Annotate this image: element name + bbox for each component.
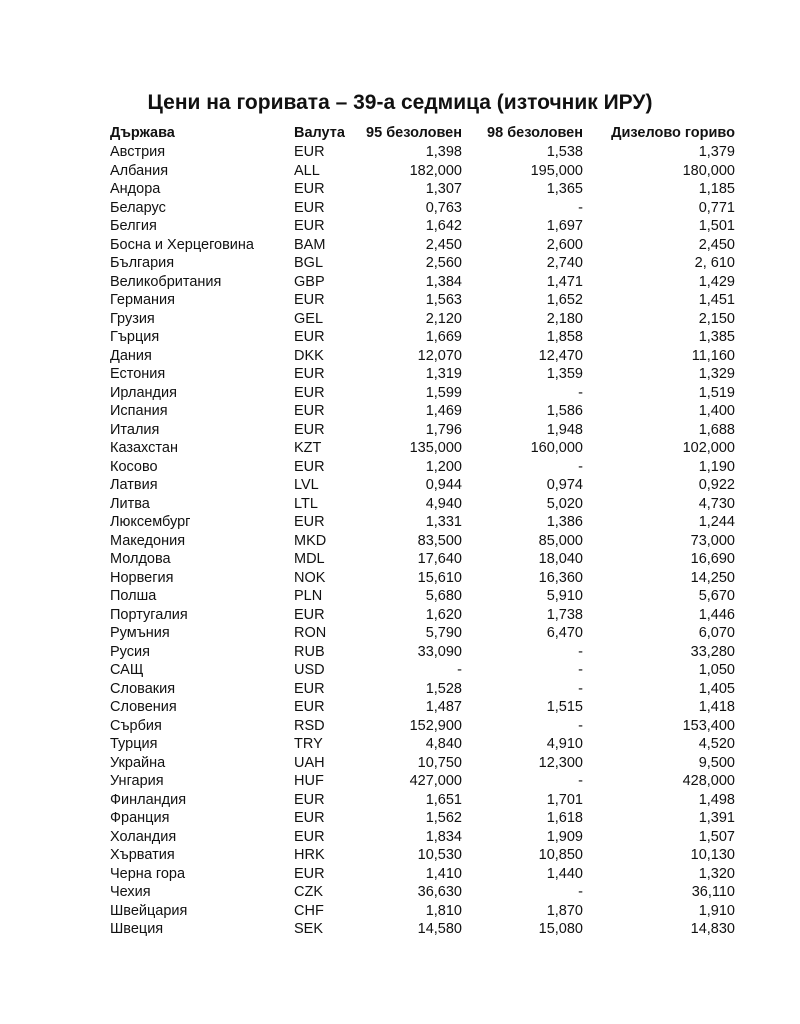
cell-diesel: 2,450	[698, 236, 735, 253]
cell-currency: EUR	[294, 810, 325, 826]
cell-currency: EUR	[294, 791, 325, 808]
table-row	[110, 661, 735, 680]
table-row	[110, 532, 735, 551]
table-row	[110, 458, 735, 477]
cell-98-unleaded: -	[578, 643, 583, 660]
cell-95-unleaded: 1,319	[425, 366, 462, 382]
cell-country: Косово	[110, 458, 158, 475]
cell-95-unleaded: 1,796	[425, 421, 462, 438]
cell-98-unleaded: 160,000	[530, 440, 583, 456]
cell-98-unleaded: -	[578, 773, 583, 789]
cell-currency: EUR	[294, 329, 325, 345]
cell-98-unleaded: 1,440	[546, 865, 583, 882]
cell-diesel: 180,000	[682, 162, 735, 179]
cell-currency: RSD	[294, 717, 325, 734]
cell-98-unleaded: 6,470	[546, 625, 583, 641]
cell-diesel: 1,329	[698, 366, 735, 382]
cell-98-unleaded: 1,471	[546, 273, 583, 290]
cell-98-unleaded: 1,697	[546, 218, 583, 234]
cell-95-unleaded: 135,000	[409, 440, 462, 456]
cell-diesel: 36,110	[691, 884, 735, 900]
cell-98-unleaded: -	[578, 199, 583, 216]
table-row	[110, 643, 735, 662]
cell-95-unleaded: 1,384	[425, 273, 462, 290]
table-row	[110, 717, 735, 736]
table-row	[110, 920, 735, 939]
cell-currency: CHF	[294, 902, 324, 919]
cell-95-unleaded: 15,610	[417, 569, 462, 586]
cell-country: Словения	[110, 699, 177, 715]
cell-95-unleaded: 33,090	[417, 643, 462, 660]
cell-98-unleaded: 4,910	[546, 736, 583, 752]
cell-country: Испания	[110, 403, 168, 419]
cell-95-unleaded: 1,200	[425, 458, 462, 475]
cell-95-unleaded: 1,469	[425, 403, 462, 419]
cell-currency: LVL	[294, 477, 319, 493]
cell-country: Белгия	[110, 218, 157, 234]
cell-currency: HUF	[294, 773, 324, 789]
cell-country: Швейцария	[110, 902, 188, 919]
cell-95-unleaded: 1,810	[425, 902, 462, 919]
cell-currency: HRK	[294, 847, 325, 863]
cell-95-unleaded: 427,000	[409, 773, 462, 789]
cell-98-unleaded: 1,386	[546, 514, 583, 530]
table-row	[110, 162, 735, 181]
cell-95-unleaded: 1,487	[425, 699, 462, 715]
table-row	[110, 680, 735, 699]
table-row	[110, 828, 735, 847]
table-row	[110, 365, 735, 384]
table-row	[110, 402, 735, 421]
cell-currency: PLN	[294, 588, 323, 604]
cell-country: Русия	[110, 643, 150, 660]
table-row	[110, 199, 735, 218]
cell-95-unleaded: 1,620	[425, 606, 462, 623]
table-row	[110, 347, 735, 366]
cell-country: Украйна	[110, 754, 166, 771]
cell-95-unleaded: 36,630	[417, 884, 462, 900]
cell-currency: SEK	[294, 921, 324, 937]
cell-98-unleaded: -	[578, 884, 583, 900]
cell-diesel: 1,185	[698, 181, 735, 197]
cell-currency: EUR	[294, 199, 325, 216]
cell-currency: EUR	[294, 366, 325, 382]
header-diesel: Дизелово гориво	[611, 125, 735, 141]
table-row	[110, 809, 735, 828]
cell-country: Унгария	[110, 773, 164, 789]
cell-diesel: 33,280	[690, 643, 735, 660]
table-header-row	[110, 123, 735, 143]
cell-currency: EUR	[294, 384, 325, 401]
table-row	[110, 883, 735, 902]
table-row	[110, 439, 735, 458]
cell-country: Румъния	[110, 625, 170, 641]
cell-country: Литва	[110, 495, 150, 512]
cell-98-unleaded: 18,040	[538, 551, 583, 567]
table-row	[110, 902, 735, 921]
cell-country: Естония	[110, 366, 166, 382]
cell-currency: EUR	[294, 865, 325, 882]
cell-diesel: 1,910	[698, 902, 735, 919]
cell-98-unleaded: 1,870	[546, 902, 583, 919]
cell-country: Латвия	[110, 477, 158, 493]
cell-diesel: 4,520	[698, 736, 735, 752]
cell-98-unleaded: 1,652	[546, 292, 583, 308]
cell-country: Люксембург	[110, 514, 191, 530]
cell-95-unleaded: 1,669	[425, 329, 462, 345]
cell-98-unleaded: 1,359	[546, 366, 583, 382]
cell-diesel: 14,250	[690, 569, 735, 586]
cell-diesel: 0,922	[698, 477, 735, 493]
cell-country: Турция	[110, 736, 158, 752]
cell-diesel: 1,507	[698, 828, 735, 845]
cell-98-unleaded: 10,850	[538, 847, 583, 863]
cell-currency: EUR	[294, 514, 325, 530]
cell-diesel: 73,000	[690, 532, 735, 549]
cell-country: Франция	[110, 810, 170, 826]
cell-country: Гърция	[110, 329, 160, 345]
cell-98-unleaded: 0,974	[546, 477, 583, 493]
table-row	[110, 513, 735, 532]
cell-country: Полша	[110, 588, 157, 604]
cell-98-unleaded: -	[578, 458, 583, 475]
table-row	[110, 698, 735, 717]
cell-diesel: 1,451	[698, 292, 735, 308]
cell-diesel: 11,160	[691, 347, 735, 364]
cell-diesel: 1,501	[698, 218, 735, 234]
table-row	[110, 421, 735, 440]
cell-diesel: 5,670	[698, 588, 735, 604]
cell-95-unleaded: 10,750	[417, 754, 462, 771]
cell-currency: MKD	[294, 532, 327, 549]
table-row	[110, 772, 735, 791]
cell-95-unleaded: 4,840	[425, 736, 462, 752]
cell-98-unleaded: 1,909	[546, 828, 583, 845]
cell-95-unleaded: 1,834	[425, 828, 462, 845]
cell-95-unleaded: 1,642	[425, 218, 462, 234]
cell-country: Сърбия	[110, 717, 162, 734]
cell-currency: TRY	[294, 736, 323, 752]
cell-98-unleaded: 12,300	[538, 754, 583, 771]
cell-98-unleaded: 5,020	[546, 495, 583, 512]
table-row	[110, 587, 735, 606]
cell-diesel: 1,385	[698, 329, 735, 345]
header-country: Държава	[110, 125, 175, 141]
cell-98-unleaded: 15,080	[538, 921, 583, 937]
cell-95-unleaded: 2,560	[425, 255, 462, 271]
cell-98-unleaded: 16,360	[538, 569, 583, 586]
cell-country: Казахстан	[110, 440, 178, 456]
cell-country: Португалия	[110, 606, 188, 623]
cell-98-unleaded: 5,910	[546, 588, 583, 604]
cell-country: Австрия	[110, 144, 166, 160]
cell-country: Холандия	[110, 828, 177, 845]
cell-currency: UAH	[294, 754, 325, 771]
table-row	[110, 550, 735, 569]
cell-diesel: 1,446	[698, 606, 735, 623]
cell-currency: EUR	[294, 421, 325, 438]
cell-98-unleaded: 1,858	[546, 329, 583, 345]
cell-currency: KZT	[294, 440, 322, 456]
cell-95-unleaded: 10,530	[417, 847, 462, 863]
table-row	[110, 310, 735, 329]
cell-country: Беларус	[110, 199, 166, 216]
cell-95-unleaded: 0,944	[425, 477, 462, 493]
cell-diesel: 1,688	[698, 421, 735, 438]
cell-currency: EUR	[294, 680, 325, 697]
cell-country: България	[110, 255, 175, 271]
cell-currency: EUR	[294, 699, 325, 715]
cell-95-unleaded: 5,680	[425, 588, 462, 604]
cell-country: Македония	[110, 532, 186, 549]
cell-98-unleaded: 1,701	[546, 791, 583, 808]
cell-95-unleaded: 2,450	[425, 236, 462, 253]
table-row	[110, 606, 735, 625]
cell-98-unleaded: 1,948	[546, 421, 583, 438]
cell-country: Черна гора	[110, 865, 186, 882]
cell-diesel: 9,500	[698, 754, 735, 771]
cell-diesel: 1,391	[698, 810, 735, 826]
cell-95-unleaded: 83,500	[417, 532, 462, 549]
cell-country: Грузия	[110, 310, 155, 327]
cell-diesel: 0,771	[698, 199, 735, 216]
cell-country: Германия	[110, 292, 176, 308]
cell-currency: EUR	[294, 181, 325, 197]
cell-98-unleaded: 2,600	[546, 236, 583, 253]
cell-currency: EUR	[294, 292, 325, 308]
header-95-unleaded: 95 безоловен	[366, 125, 462, 141]
table-row	[110, 791, 735, 810]
cell-country: САЩ	[110, 662, 144, 678]
table-body	[110, 143, 735, 939]
cell-country: Италия	[110, 421, 160, 438]
cell-diesel: 16,690	[690, 551, 735, 567]
cell-95-unleaded: 5,790	[425, 625, 462, 641]
cell-95-unleaded: 182,000	[409, 162, 462, 179]
cell-diesel: 6,070	[698, 625, 735, 641]
table-row	[110, 254, 735, 273]
cell-currency: USD	[294, 662, 325, 678]
cell-98-unleaded: -	[578, 384, 583, 401]
cell-country: Ирландия	[110, 384, 177, 401]
cell-95-unleaded: 1,562	[425, 810, 462, 826]
header-98-unleaded: 98 безоловен	[487, 125, 583, 141]
table-row	[110, 735, 735, 754]
cell-95-unleaded: 1,599	[425, 384, 462, 401]
cell-diesel: 153,400	[682, 717, 735, 734]
cell-diesel: 2, 610	[694, 255, 735, 271]
cell-98-unleaded: 1,738	[546, 606, 583, 623]
cell-diesel: 4,730	[698, 495, 735, 512]
cell-currency: GBP	[294, 273, 325, 290]
table-row	[110, 476, 735, 495]
cell-98-unleaded: 85,000	[538, 532, 583, 549]
cell-currency: RON	[294, 625, 327, 641]
cell-diesel: 1,405	[698, 680, 735, 697]
cell-98-unleaded: 1,618	[546, 810, 583, 826]
cell-98-unleaded: 2,180	[546, 310, 583, 327]
cell-currency: EUR	[294, 828, 325, 845]
cell-98-unleaded: 1,538	[546, 144, 583, 160]
cell-currency: EUR	[294, 144, 325, 160]
cell-95-unleaded: 1,651	[425, 791, 462, 808]
cell-diesel: 1,320	[698, 865, 735, 882]
table-row	[110, 328, 735, 347]
cell-diesel: 102,000	[682, 440, 735, 456]
table-row	[110, 143, 735, 162]
cell-diesel: 1,050	[698, 662, 735, 678]
cell-diesel: 14,830	[690, 921, 735, 937]
cell-currency: EUR	[294, 606, 325, 623]
table-row	[110, 217, 735, 236]
cell-95-unleaded: 12,070	[417, 347, 462, 364]
table-row	[110, 180, 735, 199]
cell-country: Босна и Херцеговина	[110, 236, 254, 253]
cell-currency: RUB	[294, 643, 325, 660]
table-row	[110, 569, 735, 588]
cell-currency: BAM	[294, 236, 326, 253]
cell-95-unleaded: 14,580	[417, 921, 462, 937]
cell-diesel: 1,418	[698, 699, 735, 715]
cell-country: Швеция	[110, 921, 164, 937]
cell-currency: EUR	[294, 218, 325, 234]
cell-currency: NOK	[294, 569, 326, 586]
table-row	[110, 236, 735, 255]
table-row	[110, 754, 735, 773]
cell-country: Великобритания	[110, 273, 222, 290]
cell-diesel: 428,000	[682, 773, 735, 789]
cell-98-unleaded: 1,515	[546, 699, 583, 715]
table-row	[110, 273, 735, 292]
cell-95-unleaded: 1,528	[425, 680, 462, 697]
cell-country: Словакия	[110, 680, 176, 697]
page-title: Цени на горивата – 39-а седмица (източник ИРУ)	[147, 91, 653, 114]
cell-country: Албания	[110, 162, 169, 179]
cell-country: Молдова	[110, 551, 171, 567]
cell-diesel: 1,519	[698, 384, 735, 401]
cell-98-unleaded: 195,000	[530, 162, 583, 179]
cell-95-unleaded: 1,563	[425, 292, 462, 308]
cell-98-unleaded: 2,740	[546, 255, 583, 271]
table-row	[110, 865, 735, 884]
table-row	[110, 291, 735, 310]
cell-country: Норвегия	[110, 569, 174, 586]
cell-95-unleaded: 152,900	[409, 717, 462, 734]
cell-country: Хърватия	[110, 847, 175, 863]
cell-currency: LTL	[294, 495, 318, 512]
table-row	[110, 384, 735, 403]
cell-diesel: 1,379	[698, 144, 735, 160]
cell-currency: ALL	[294, 162, 320, 179]
cell-currency: CZK	[294, 884, 323, 900]
cell-98-unleaded: -	[578, 717, 583, 734]
cell-diesel: 1,190	[698, 458, 735, 475]
cell-98-unleaded: 1,365	[546, 181, 583, 197]
cell-98-unleaded: -	[578, 680, 583, 697]
header-currency: Валута	[294, 125, 345, 141]
cell-diesel: 1,429	[698, 273, 735, 290]
cell-95-unleaded: 1,331	[425, 514, 462, 530]
fuel-price-table	[110, 123, 735, 939]
cell-95-unleaded: 1,398	[425, 144, 462, 160]
cell-country: Финландия	[110, 791, 187, 808]
cell-country: Чехия	[110, 884, 151, 900]
cell-currency: DKK	[294, 347, 324, 364]
cell-98-unleaded: 12,470	[538, 347, 583, 364]
cell-diesel: 10,130	[690, 847, 735, 863]
cell-95-unleaded: 17,640	[417, 551, 462, 567]
cell-currency: EUR	[294, 458, 325, 475]
cell-diesel: 1,498	[698, 791, 735, 808]
cell-95-unleaded: 1,410	[425, 865, 462, 882]
cell-currency: GEL	[294, 310, 324, 327]
table-row	[110, 495, 735, 514]
cell-95-unleaded: 2,120	[425, 310, 462, 327]
table-row	[110, 624, 735, 643]
cell-95-unleaded: 0,763	[425, 199, 462, 216]
cell-currency: MDL	[294, 551, 325, 567]
cell-country: Андора	[110, 181, 161, 197]
cell-95-unleaded: 1,307	[425, 181, 462, 197]
cell-95-unleaded: -	[457, 662, 462, 678]
cell-diesel: 2,150	[698, 310, 735, 327]
cell-diesel: 1,400	[698, 403, 735, 419]
cell-diesel: 1,244	[698, 514, 735, 530]
cell-currency: BGL	[294, 255, 324, 271]
cell-98-unleaded: 1,586	[546, 403, 583, 419]
table-row	[110, 846, 735, 865]
cell-country: Дания	[110, 347, 152, 364]
cell-95-unleaded: 4,940	[425, 495, 462, 512]
cell-currency: EUR	[294, 403, 325, 419]
cell-98-unleaded: -	[578, 662, 583, 678]
